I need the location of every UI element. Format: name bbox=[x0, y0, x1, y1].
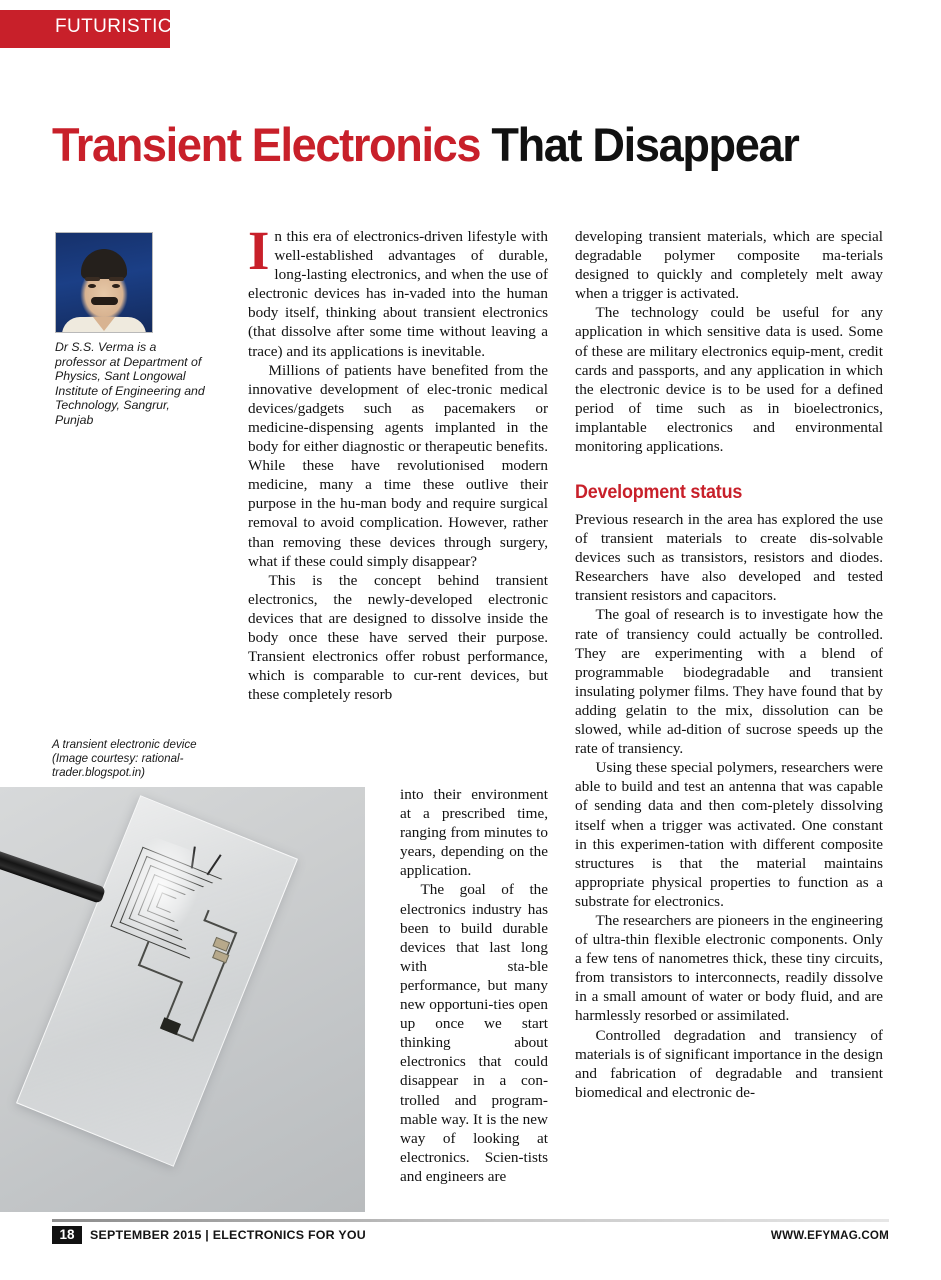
drop-cap: I bbox=[248, 220, 270, 281]
section-subheading: Development status bbox=[575, 481, 743, 503]
paragraph: The goal of research is to investigate how the rate of transiency could actually be controlled. They are experimenting with a blend of programmable biodegradable and transient insulating polymer films. They have found that by adding gelatin to the mix, dissolution can be slowed, while ad-dition of sucrose speeds up the rate of transiency. bbox=[575, 606, 883, 758]
section-tag-label: FUTURISTIC bbox=[55, 16, 172, 37]
portrait-brow-right bbox=[109, 277, 124, 281]
tweezers bbox=[0, 847, 106, 903]
portrait-moustache bbox=[91, 297, 118, 305]
paragraph: into their environment at a prescribed time, ranging from minutes to years, depending on the application. bbox=[400, 786, 548, 880]
paragraph-text: n this era of electronics-driven lifestyle with well-established advantages of durable, long-lasting electronics, and when the use of electronic devices has in-vaded into the human body itself, thinking about transient electronics (that dissolve after some time without leaving a trace) and its applications is inevitable. bbox=[248, 228, 548, 360]
paragraph: The researchers are pioneers in the engineering of ultra-thin flexible electronic components. Only a few tens of nanometres thick, these tiny circuits, from transistors to interconnects, readily dissolve in a small amount of water or body fluid, and are harmlessly resorbed or assimilated. bbox=[575, 911, 883, 1025]
body-column-1-top bbox=[248, 220, 548, 704]
device-trace-a bbox=[138, 941, 150, 966]
footer-issue-line: SEPTEMBER 2015 | ELECTRONICS FOR YOU bbox=[90, 1228, 366, 1242]
footer-website: WWW.EFYMAG.COM bbox=[770, 1229, 889, 1242]
body-column-2-top bbox=[575, 227, 883, 456]
paragraph bbox=[248, 220, 548, 361]
paragraph: developing transient materials, which are special degradable polymer composite ma-terials designed to quickly and completely melt away when a trigger is activated. bbox=[575, 228, 883, 303]
paragraph: Controlled degradation and transiency of materials is of significant importance in the design and fabrication of degradable and transient biomedical and electronic de- bbox=[575, 1026, 883, 1101]
portrait-hair bbox=[81, 249, 127, 279]
device-photo bbox=[0, 787, 365, 1212]
portrait-eye-right bbox=[112, 284, 120, 288]
paragraph: Millions of patients have benefited from the innovative development of elec-tronic medical devices/gadgets such as pacemakers or medicine-dispensing agents implanted in the body for either diagnostic or therapeutic benefits. While these have revolutionised modern medicine, many a time these outlive their purpose in the hu-man body and require surgical removal to avoid complication. However, rather than removing these devices through surgery, what if these could simply disappear? bbox=[248, 361, 548, 570]
page-number: 18 bbox=[59, 1227, 75, 1242]
device-trace-b bbox=[138, 964, 183, 984]
device-chip bbox=[160, 1017, 181, 1035]
footer-divider bbox=[52, 1219, 889, 1222]
paragraph: This is the concept behind transient electronics, the newly-developed electronic devices that are designed to dissolve inside the body once these have served their purpose. Transient electronics offer robust performance, which is comparable to cur-rent devices, but these completely resorb bbox=[248, 571, 548, 704]
body-column-2-bottom bbox=[575, 510, 883, 1102]
paragraph: The technology could be useful for any application in which sensitive data is used. Some of these are military electronics equip-ment, credit cards and passports, and any application in which the electronic device is to be used for a defined period of time such as in bioelectronics, implantable electronics and environmental monitoring applications. bbox=[575, 304, 883, 456]
author-bio: Dr S.S. Verma is a professor at Department of Physics, Sant Longowal Institute of Engineering and Technology, Sangrur, Punjab bbox=[55, 340, 205, 427]
page-title-black: That Disappear bbox=[480, 118, 799, 171]
portrait-eye-left bbox=[88, 284, 96, 288]
portrait-brow-left bbox=[85, 277, 100, 281]
body-column-1-bottom bbox=[400, 785, 548, 1186]
paragraph: The goal of the electronics industry has been to build durable devices that last long with sta-ble performance, but many new opportuni-ties open up once we start thinking about electronics that could disappear in a con-trolled and program-mable way. It is the new way of looking at electronics. Scien-tists and engineers are bbox=[400, 881, 548, 1185]
figure-caption: A transient electronic device (Image courtesy: rational-trader.blogspot.in) bbox=[52, 738, 197, 780]
page-title-red: Transient Electronics bbox=[52, 118, 481, 171]
page-title bbox=[52, 118, 868, 172]
device-trace-f bbox=[203, 919, 237, 934]
author-portrait bbox=[55, 232, 153, 333]
paragraph: Previous research in the area has explored the use of transient materials to create dis-solvable devices such as transistors, resistors and diodes. Researchers have also developed and tested transient resistors and capacitors. bbox=[575, 511, 883, 605]
paragraph: Using these special polymers, researchers were able to build and test an antenna that was capable of sending data and then com-pletely dissolving itself when a trigger was activated. One constant in this experimen-tation with different composite structures is that the material maintains appropriate physical properties to function as a substrate for electronics. bbox=[575, 759, 883, 910]
